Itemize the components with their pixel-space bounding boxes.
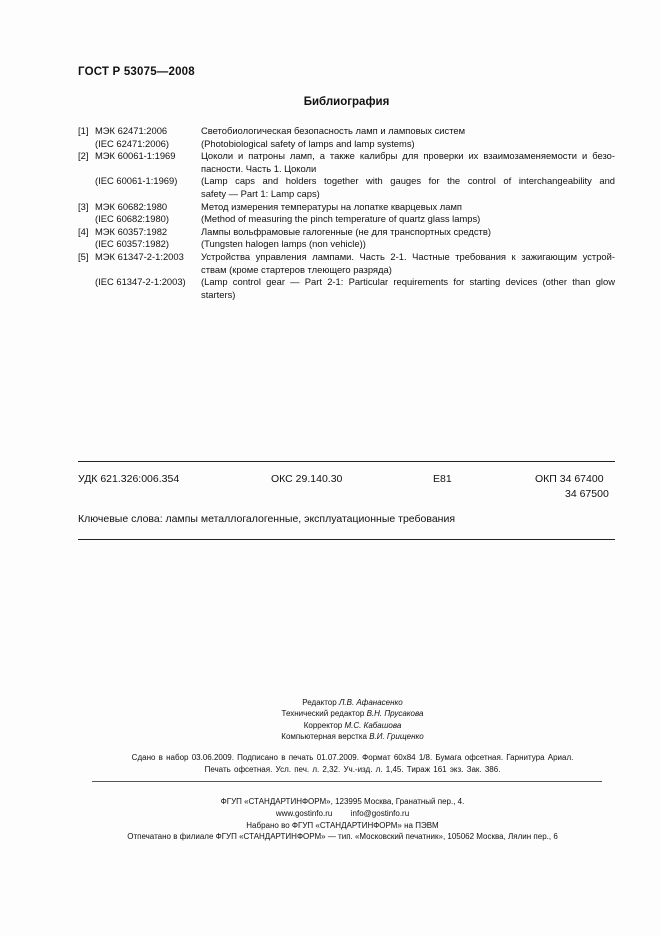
bib-number xyxy=(78,175,95,200)
oks-code: ОКС 29.140.30 xyxy=(271,473,343,485)
bib-entry-5-en xyxy=(78,276,615,301)
bib-text-line: safety — Part 1: Lamp caps) xyxy=(201,187,320,199)
tech-editor-line xyxy=(44,708,661,719)
corrector-line xyxy=(44,720,661,731)
bib-text-line: starters) xyxy=(201,288,236,300)
publisher-address: ФГУП «СТАНДАРТИНФОРМ», 123995 Москва, Гранатный пер., 4. xyxy=(220,797,465,806)
bib-entry-5-ru xyxy=(78,251,615,276)
bib-text: (Tungsten halogen lamps (non vehicle)) xyxy=(201,238,366,250)
keywords: Ключевые слова: лампы металлогалогенные, эксплуатационные требования xyxy=(78,513,456,525)
bib-number: [1] xyxy=(78,125,89,136)
divider-imprint xyxy=(92,781,602,782)
bib-text-line: (Lamp caps and holders together with gauges for the control of interchangeability and xyxy=(201,175,615,187)
bib-number: [3] xyxy=(78,200,89,212)
document-code: ГОСТ Р 53075—2008 xyxy=(78,66,195,78)
corrector-name: М.С. Кабашова xyxy=(344,720,402,730)
publisher-contacts xyxy=(0,808,661,820)
e-code: Е81 xyxy=(433,473,452,485)
divider-top xyxy=(78,461,615,462)
bib-text xyxy=(201,150,615,175)
divider-bottom xyxy=(78,539,615,540)
bib-standard-id: (IEC 62471:2006) xyxy=(95,137,170,149)
bib-standard-id: МЭК 60357:1982 xyxy=(95,225,168,237)
editor-label: Редактор xyxy=(302,698,337,707)
bib-entry-1-en xyxy=(78,138,615,151)
bib-text-line: Цоколи и патроны ламп, а также калибры для проверки их взаимозаменяемости и безо- xyxy=(201,150,615,162)
layout-label: Компьютерная верстка xyxy=(281,731,367,741)
bib-standard-id: (IEC 60357:1982) xyxy=(95,238,170,250)
bib-text-line: (Lamp control gear — Part 2-1: Particular requirements for starting devices (other than glow xyxy=(201,276,615,288)
bib-text: Светобиологическая безопасность ламп и ламповых систем xyxy=(201,125,466,136)
print-info-line-1: Сдано в набор 03.06.2009. Подписано в печать 01.07.2009. Формат 60x84 1/8. Бумага офсетная. Гарнитура Ариал. xyxy=(131,753,574,762)
bib-text-line: Устройства управления лампами. Часть 2-1. Частные требования к зажигающим устрой- xyxy=(201,250,615,262)
udk-code: УДК 621.326:006.354 xyxy=(78,473,180,485)
bib-text-line: пасности. Часть 1. Цоколи xyxy=(201,162,317,174)
publisher-website[interactable]: www.gostinfo.ru xyxy=(275,809,333,818)
publisher-email[interactable]: info@gostinfo.ru xyxy=(350,809,410,818)
okp-code-2: 34 67500 xyxy=(565,488,609,500)
bib-entry-4-ru xyxy=(78,226,615,239)
print-info-line-2: Печать офсетная. Усл. печ. л. 2,32. Уч.-изд. л. 1,45. Тираж 161 экз. Зак. 386. xyxy=(204,765,501,774)
layout-line xyxy=(44,731,661,742)
bibliography-title: Библиография xyxy=(303,96,390,108)
bib-text: (Photobiological safety of lamps and lamp systems) xyxy=(201,137,415,149)
bib-number: [5] xyxy=(78,250,89,262)
bib-standard-id: МЭК 62471:2006 xyxy=(95,125,168,136)
bib-number xyxy=(78,213,95,226)
bib-text xyxy=(201,276,615,301)
tech-editor-label: Технический редактор xyxy=(281,709,365,719)
editorial-block xyxy=(0,697,661,742)
bib-standard-id: (IEC 60682:1980) xyxy=(95,213,170,225)
bib-standard-id: МЭК 61347-2-1:2003 xyxy=(95,250,184,262)
bib-entry-2-ru xyxy=(78,150,615,175)
bib-text: Лампы вольфрамовые галогенные (не для транспортных средств) xyxy=(201,225,491,237)
printing-house: Отпечатано в филиале ФГУП «СТАНДАРТИНФОРМ» — тип. «Московский печатник», 105062 Москва, Лялин пер., 6 xyxy=(127,832,558,841)
bib-text xyxy=(201,175,615,200)
bib-number: [2] xyxy=(78,150,89,162)
okp-code-1: ОКП 34 67400 xyxy=(535,473,604,485)
bib-entry-3-en xyxy=(78,213,615,226)
bib-number xyxy=(78,276,95,301)
bib-entry-1-ru xyxy=(78,125,615,138)
bib-number: [4] xyxy=(78,225,89,237)
bib-text: Метод измерения температуры на лопатке кварцевых ламп xyxy=(201,200,462,212)
typeset-info: Набрано во ФГУП «СТАНДАРТИНФОРМ» на ПЭВМ xyxy=(246,821,439,830)
bib-text xyxy=(201,251,615,276)
bib-standard-id: МЭК 60061-1:1969 xyxy=(95,150,176,162)
bib-standard-id: МЭК 60682:1980 xyxy=(95,200,168,212)
bib-entry-2-en xyxy=(78,175,615,200)
layout-name: В.И. Грищенко xyxy=(369,731,424,741)
bib-number xyxy=(78,138,95,151)
bib-entry-4-en xyxy=(78,238,615,251)
corrector-label: Корректор xyxy=(303,720,343,730)
bib-text-line: ствам (кроме стартеров тлеющего разряда) xyxy=(201,263,392,275)
bib-entry-3-ru xyxy=(78,201,615,214)
tech-editor-name: В.Н. Прусакова xyxy=(366,709,424,719)
bibliography-list xyxy=(78,125,615,301)
editor-line xyxy=(44,697,661,708)
bib-text: (Method of measuring the pinch temperature of quartz glass lamps) xyxy=(201,213,481,225)
bib-number xyxy=(78,238,95,251)
bib-standard-id: (IEC 61347-2-1:2003) xyxy=(95,276,186,288)
bib-standard-id: (IEC 60061-1:1969) xyxy=(95,175,178,187)
editor-name: Л.В. Афанасенко xyxy=(338,698,403,707)
